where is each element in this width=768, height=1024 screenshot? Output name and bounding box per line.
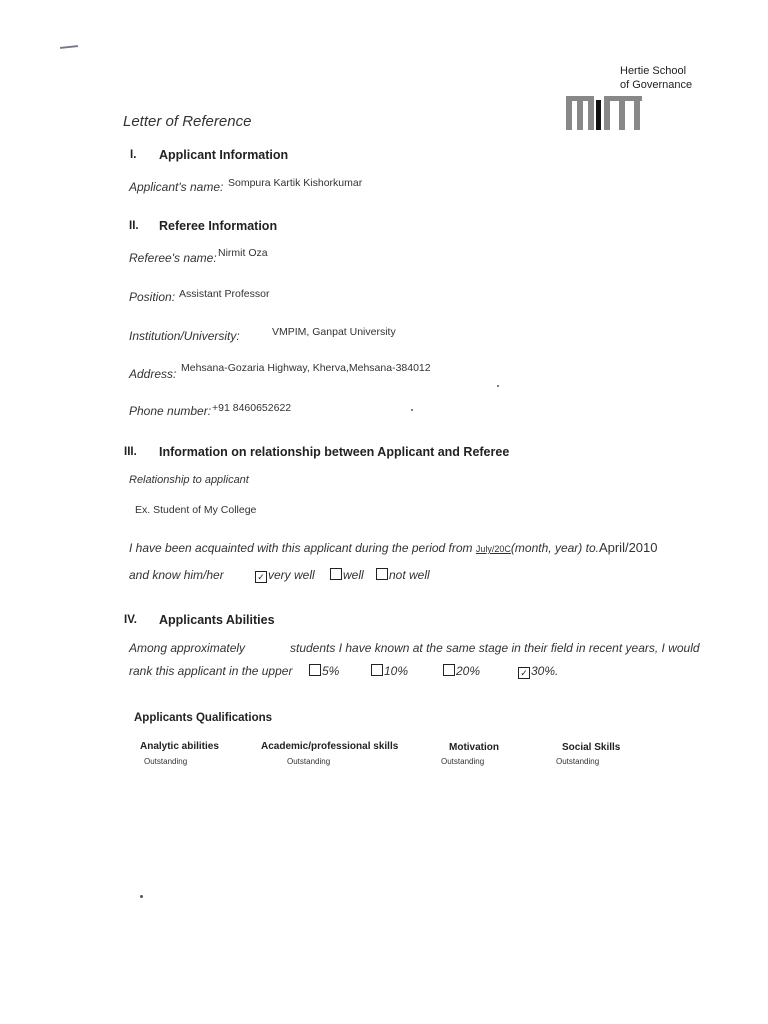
section4-title: Applicants Abilities: [159, 613, 275, 627]
referee-name-value: Nirmit Oza: [218, 247, 268, 259]
qualification-name-analytic: Analytic abilities: [140, 741, 219, 752]
section3-title: Information on relationship between Applicant and Referee: [159, 445, 510, 459]
qualification-rating-motivation: Outstanding: [441, 757, 485, 766]
section4-number: IV.: [124, 614, 138, 626]
checkbox-rank-30: ✓: [518, 667, 530, 679]
applicant-name-value: Sompura Kartik Kishorkumar: [228, 177, 363, 189]
school-name-line1: Hertie School: [620, 65, 687, 77]
acquaintance-text: I have been acquainted with this applicant during the period from: [129, 541, 473, 555]
checkbox-rank-10: [371, 664, 383, 676]
checkbox-rank-5: [309, 664, 321, 676]
rank-30-label: 30%.: [531, 664, 559, 678]
rank-10: [371, 664, 408, 678]
qualification-rating-social: Outstanding: [556, 757, 600, 766]
rank-5: [309, 664, 339, 678]
option-not-well: [376, 568, 430, 582]
scan-speck: [411, 409, 413, 411]
abilities-line2: rank this applicant in the upper: [129, 664, 293, 678]
phone-label: Phone number:: [129, 404, 212, 418]
qualification-name-academic: Academic/professional skills: [261, 741, 399, 752]
option-very-well-label: very well: [268, 568, 315, 582]
period-from-value: July/20C: [475, 544, 511, 554]
position-label: Position:: [129, 290, 176, 304]
scan-mark: [60, 45, 78, 49]
checkbox-rank-20: [443, 664, 455, 676]
qualifications-title: Applicants Qualifications: [134, 712, 273, 724]
period-to-value: April/2010: [598, 540, 658, 555]
option-not-well-label: not well: [389, 568, 430, 582]
school-name-line2: of Governance: [620, 79, 693, 91]
qualification-rating-analytic: Outstanding: [144, 757, 188, 766]
know-label: and know him/her: [129, 568, 224, 582]
qualification-rating-academic: Outstanding: [287, 757, 331, 766]
relationship-label: Relationship to applicant: [129, 474, 249, 486]
rank-20-label: 20%: [456, 664, 481, 678]
applicant-name-label: Applicant's name:: [129, 180, 224, 194]
institution-value: VMPIM, Ganpat University: [272, 326, 396, 338]
address-value: Mehsana-Gozaria Highway, Kherva,Mehsana-384012: [181, 362, 431, 374]
qualification-name-motivation: Motivation: [449, 742, 499, 753]
rank-20: [443, 664, 480, 678]
institution-label: Institution/University:: [129, 329, 240, 343]
rank-30: [518, 664, 558, 679]
abilities-line1a: Among approximately: [129, 641, 246, 655]
phone-value: +91 8460652622: [212, 402, 292, 414]
acquaintance-sentence: [129, 540, 658, 555]
abilities-line1b: students I have known at the same stage in their field in recent years, I would: [290, 641, 700, 655]
section2-title: Referee Information: [159, 219, 278, 233]
scan-speck: [497, 385, 499, 387]
position-value: Assistant Professor: [179, 288, 270, 300]
scan-speck: [140, 895, 143, 898]
relationship-value: Ex. Student of My College: [135, 504, 257, 516]
school-logo: [566, 96, 642, 130]
checkbox-well: [330, 568, 342, 580]
section1-number: I.: [130, 149, 137, 161]
address-label: Address:: [129, 367, 177, 381]
rank-10-label: 10%: [384, 664, 409, 678]
rank-5-label: 5%: [322, 664, 340, 678]
checkbox-not-well: [376, 568, 388, 580]
section2-number: II.: [129, 220, 139, 232]
referee-name-label: Referee's name:: [129, 251, 217, 265]
qualification-name-social: Social Skills: [562, 742, 621, 753]
option-well-label: well: [343, 568, 364, 582]
option-well: [330, 568, 364, 582]
section1-title: Applicant Information: [159, 148, 289, 162]
checkbox-very-well: ✓: [255, 571, 267, 583]
document-title: Letter of Reference: [123, 113, 252, 130]
period-mid-text: (month, year) to.: [510, 541, 599, 555]
option-very-well: [255, 568, 315, 583]
section3-number: III.: [124, 446, 137, 458]
